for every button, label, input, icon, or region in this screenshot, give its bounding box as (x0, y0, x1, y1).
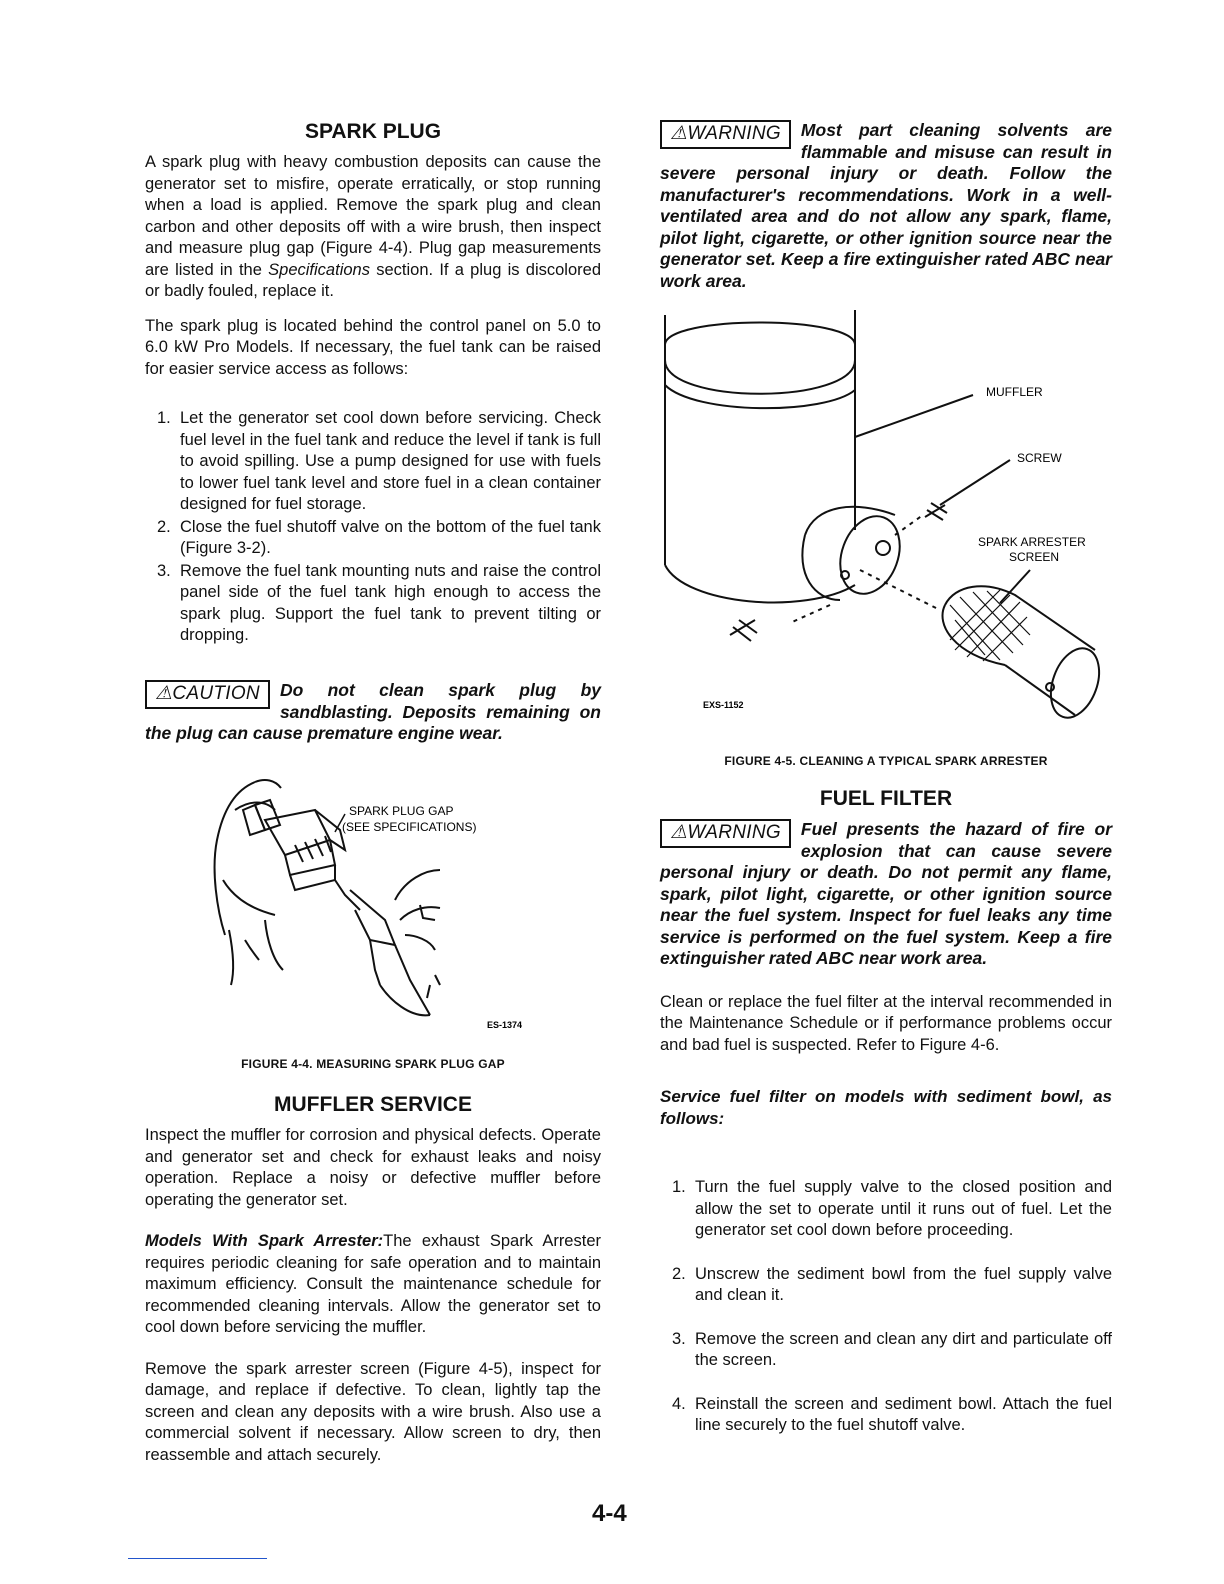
spark-plug-para1-b: section. If a plug is discolored or badly fouled, replace it. (145, 260, 601, 300)
fuel-step-text: Reinstall the screen and sediment bowl. Attach the fuel line securely to the fuel shutoff valve. (695, 1394, 1112, 1434)
fuel-warning-text: Fuel presents the hazard of fire or explosion that can cause severe personal injury or death. Do not permit any flame, spark, pilot light, cigarette, or other ignition source near the fuel system. Inspect for fuel leaks any time service is performed on the fuel system. Keep a fire extinguisher rated ABC near work area. (660, 819, 1112, 968)
fuel-filter-section (660, 787, 1112, 1129)
step-item (145, 517, 601, 560)
step-number: 3. (157, 561, 171, 580)
specifications-ref: Specifications (268, 260, 370, 279)
muffler-label: MUFFLER (986, 385, 1043, 399)
figure-4-5-code: EXS-1152 (703, 700, 744, 710)
step-text: Let the generator set cool down before servicing. Check fuel level in the fuel tank and reduce the level if tank is full to avoid spilling. Use a pump designed for use with fuels to lower fuel tank level and store fuel in a clean container designed for fuel storage. (180, 409, 601, 513)
step-text: Remove the fuel tank mounting nuts and raise the control panel side of the fuel tank high enough to access the spark plug. Support the fuel tank to prevent tilting or dropping. (180, 561, 601, 644)
spark-plug-heading: SPARK PLUG (304, 120, 442, 143)
caution-text: Do not clean spark plug by sandblasting. Deposits remaining on the plug can cause premature engine wear. (145, 680, 601, 743)
warning-label: ⚠WARNING (660, 120, 791, 149)
fuel-filter-steps (660, 1177, 1112, 1437)
spark-plug-para1-a: A spark plug with heavy combustion deposits can cause the generator set to misfire, operate erratically, or stop running when a load is applied. Remove the spark plug and clean carbon and other deposits off with a wire brush, then inspect and measure plug gap (Figure 4-4). Plug gap measurements are listed in the (145, 153, 601, 279)
step-item (145, 408, 601, 516)
step-item (145, 561, 601, 647)
fuel-step-item (660, 1264, 1112, 1307)
spark-plug-paragraph-2: The spark plug is located behind the control panel on 5.0 to 6.0 kW Pro Models. If necessary, the fuel tank can be raised for easier service access as follows: (145, 316, 601, 378)
figure-4-5 (655, 305, 1115, 725)
fuel-step-item (660, 1177, 1112, 1242)
fuel-filter-heading: FUEL FILTER (819, 787, 953, 810)
fuel-step-number: 4. (672, 1394, 686, 1413)
muffler-section (145, 1093, 601, 1466)
arrester-label-1: SPARK ARRESTER (978, 535, 1086, 549)
fuel-step-number: 2. (672, 1264, 686, 1283)
figure-4-4-caption: FIGURE 4-4. MEASURING SPARK PLUG GAP (241, 1057, 505, 1071)
warning-text: Most part cleaning solvents are flammable and misuse can result in severe personal injury or death. Follow the manufacturer's recommendations. Work in a well-ventilated area and do not allow any spark, flame, pilot light, cigarette, or other ignition source near the generator set. Keep a fire extinguisher rated ABC near work area. (660, 120, 1112, 291)
spark-plug-section (145, 120, 601, 380)
fuel-step-text: Remove the screen and clean any dirt and particulate off the screen. (695, 1329, 1112, 1369)
spark-plug-steps (145, 408, 601, 647)
arrester-label-2: SCREEN (1009, 550, 1060, 564)
screw-label: SCREW (1017, 451, 1062, 465)
warning-solvents (660, 120, 1112, 292)
fuel-step-item (660, 1394, 1112, 1437)
footer-rule (128, 1558, 267, 1559)
fuel-step-item (660, 1329, 1112, 1372)
fuel-warning-label: ⚠WARNING (660, 819, 791, 848)
gap-label-1: SPARK PLUG GAP (349, 804, 454, 818)
caution-notice (145, 680, 601, 745)
gap-label-2: (SEE SPECIFICATIONS) (342, 820, 477, 834)
fuel-step-text: Turn the fuel supply valve to the closed position and allow the set to operate until it runs out of fuel. Let the generator set cool down before proceeding. (695, 1178, 1112, 1239)
spark-plug-paragraph-1 (145, 152, 601, 303)
fuel-filter-paragraph: Clean or replace the fuel filter at the interval recommended in the Maintenance Schedule or if performance problems occur and bad fuel is suspected. Refer to Figure 4-6. (660, 992, 1112, 1054)
step-text: Close the fuel shutoff valve on the bottom of the fuel tank (Figure 3-2). (180, 517, 601, 557)
muffler-paragraph-2 (145, 1231, 601, 1339)
spark-arrester-label: Models With Spark Arrester: (145, 1232, 384, 1250)
muffler-paragraph-3: Remove the spark arrester screen (Figure 4-5), inspect for damage, and replace if defective. To clean, lightly tap the screen and clean any deposits with a wire brush. Also use a commercial solvent if necessary. Allow screen to dry, then reassemble and attach securely. (145, 1359, 601, 1464)
muffler-para2-text: The exhaust Spark Arrester requires periodic cleaning for safe operation and to maintain maximum efficiency. Consult the maintenance schedule for recommended cleaning intervals. Allow the generator set to cool down before servicing the muffler. (145, 1232, 601, 1336)
page-number: 4-4 (592, 1500, 627, 1527)
muffler-heading: MUFFLER SERVICE (274, 1093, 472, 1116)
figure-code: ES-1374 (487, 1020, 523, 1030)
figure-4-4 (195, 770, 555, 1040)
figure-4-5-caption: FIGURE 4-5. CLEANING A TYPICAL SPARK ARRESTER (724, 754, 1048, 768)
caution-label: ⚠CAUTION (145, 680, 270, 709)
fuel-step-text: Unscrew the sediment bowl from the fuel supply valve and clean it. (695, 1264, 1112, 1304)
step-number: 2. (157, 517, 171, 536)
fuel-step-number: 3. (672, 1329, 686, 1348)
step-number: 1. (157, 409, 171, 427)
spark-plug-gap-illustration (195, 770, 555, 1040)
spark-arrester-illustration (655, 305, 1115, 725)
fuel-step-number: 1. (672, 1178, 686, 1196)
muffler-paragraph-1: Inspect the muffler for corrosion and physical defects. Operate and generator set and check for exhaust leaks and noisy operation. Replace a noisy or defective muffler before operating the generator set. (145, 1126, 601, 1209)
sediment-bowl-subhead: Service fuel filter on models with sediment bowl, as follows: (660, 1087, 1112, 1128)
